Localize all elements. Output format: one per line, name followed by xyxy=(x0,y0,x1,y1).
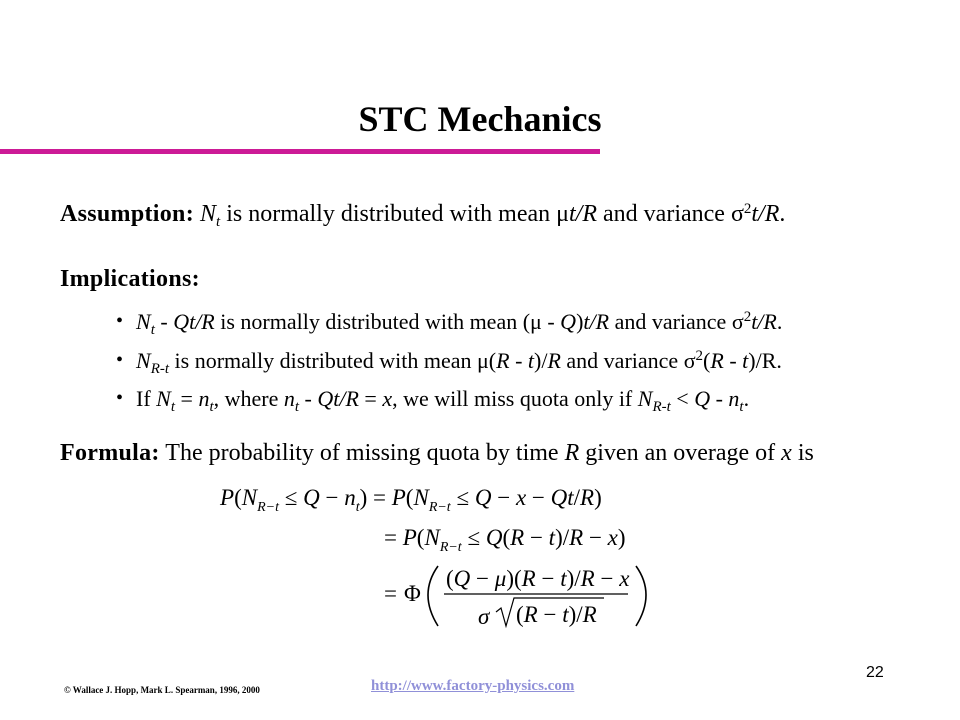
phi-symbol: Φ xyxy=(404,581,421,606)
text: - xyxy=(509,348,528,373)
implication-1 xyxy=(136,309,783,338)
text: ( xyxy=(703,348,711,373)
expr: R xyxy=(496,348,510,373)
sub-t: t xyxy=(209,399,214,415)
text: ) xyxy=(576,309,584,334)
expr: Q xyxy=(560,309,577,334)
text: - xyxy=(723,348,743,373)
text: - xyxy=(710,386,729,411)
sub-t: t xyxy=(170,399,176,415)
formula-text: is xyxy=(791,440,814,466)
assumption-text: and variance xyxy=(597,201,731,227)
text: )/R. xyxy=(748,348,782,373)
var-n: N xyxy=(136,348,151,373)
implication-3 xyxy=(136,386,750,415)
sub-t: t xyxy=(216,214,221,230)
sub-t: t xyxy=(739,399,744,415)
text: < xyxy=(670,386,695,411)
text: , where xyxy=(213,386,284,411)
svg-text:P(NR−t ≤ Q − nt) = P(NR−t ≤ Q: $P(N_{R-t} \le Q - n_t) = P(N_{R-t} \le Q - x - Qt/R)$ xyxy=(220,485,602,515)
expr: t/R xyxy=(751,309,777,334)
implication-2 xyxy=(136,348,782,377)
svg-text:= P(NR−t ≤ Q(R − t)/R − x): = $P(N_{R-t} \le Q(R - t)/R - x)$ xyxy=(384,525,626,555)
formula-line xyxy=(60,440,814,467)
expr: x xyxy=(382,386,393,411)
text: )/ xyxy=(534,348,548,373)
formula-text: The probability of missing quota by time xyxy=(159,440,565,466)
svg-text:(R − t)/R: (R − t)/R xyxy=(516,602,597,627)
title-underline xyxy=(0,149,600,154)
text: - xyxy=(154,309,174,334)
variance-expr: t/R xyxy=(751,201,780,227)
sub-r-t: R-t xyxy=(150,361,170,377)
assumption-label: Assumption: xyxy=(60,201,194,227)
mu-symbol: μ xyxy=(556,201,570,227)
text: and variance xyxy=(609,309,732,334)
expr: Qt/R xyxy=(173,309,215,334)
expr: R xyxy=(710,348,724,373)
expr: t xyxy=(742,348,749,373)
var-x: x xyxy=(781,440,792,466)
svg-text:(Q − μ)(R − t)/R − x: (Q − μ)(R − t)/R − x xyxy=(446,566,630,591)
expr: R xyxy=(547,348,561,373)
sub-t: t xyxy=(294,399,300,415)
var-n-lower: n xyxy=(283,386,295,411)
text: = xyxy=(358,386,383,411)
var-n: N xyxy=(136,309,151,334)
var-n: N xyxy=(156,386,171,411)
slide-title: STC Mechanics xyxy=(358,99,602,139)
bullet-dot: • xyxy=(116,310,124,332)
assumption-line xyxy=(60,201,785,228)
var-n: N xyxy=(637,386,653,411)
implications-label: Implications: xyxy=(60,266,200,292)
period: . xyxy=(776,309,783,334)
svg-text:=: = xyxy=(384,581,397,606)
expr: t xyxy=(527,348,535,373)
text: = xyxy=(175,386,199,411)
mu-symbol: μ xyxy=(476,348,489,373)
sigma-symbol: σ xyxy=(731,309,744,334)
formula-text: given an overage of xyxy=(579,440,782,466)
text: - xyxy=(299,386,318,411)
sigma-symbol: σ xyxy=(478,604,490,629)
var-r: R xyxy=(564,440,580,466)
expr: t/R xyxy=(583,309,610,334)
sigma-symbol: σ xyxy=(683,348,696,373)
period: . xyxy=(743,386,750,411)
var-n: N xyxy=(200,201,217,227)
bullet-dot: • xyxy=(116,387,124,409)
text: , we will miss quota only if xyxy=(392,386,638,411)
var-n-lower: n xyxy=(728,386,740,411)
expr: Q xyxy=(694,386,711,411)
bullet-dot: • xyxy=(116,349,124,371)
sub-r-t: R-t xyxy=(652,399,671,415)
text: If xyxy=(136,386,157,411)
text: is normally distributed with mean xyxy=(169,348,477,373)
expr: Qt/R xyxy=(317,386,359,411)
text: - xyxy=(541,309,561,334)
square: 2 xyxy=(695,348,704,364)
mean-expr: t/R xyxy=(569,201,598,227)
mu-symbol: μ xyxy=(530,309,542,334)
probability-equation xyxy=(0,470,960,640)
formula-label: Formula: xyxy=(60,440,160,466)
website-link[interactable]: http://www.factory-physics.com xyxy=(371,678,575,694)
text: ( xyxy=(488,348,497,373)
text: and variance xyxy=(560,348,684,373)
sub-t: t xyxy=(150,322,155,338)
copyright-notice: © Wallace J. Hopp, Mark L. Spearman, 1996, 2000 xyxy=(64,685,260,695)
text: is normally distributed with mean ( xyxy=(214,309,531,334)
assumption-text: is normally distributed with mean xyxy=(220,201,557,227)
square: 2 xyxy=(743,201,752,217)
sigma-symbol: σ xyxy=(730,201,744,227)
period: . xyxy=(779,201,786,227)
square: 2 xyxy=(743,309,752,325)
var-n-lower: n xyxy=(198,386,210,411)
page-number: 22 xyxy=(866,664,884,681)
